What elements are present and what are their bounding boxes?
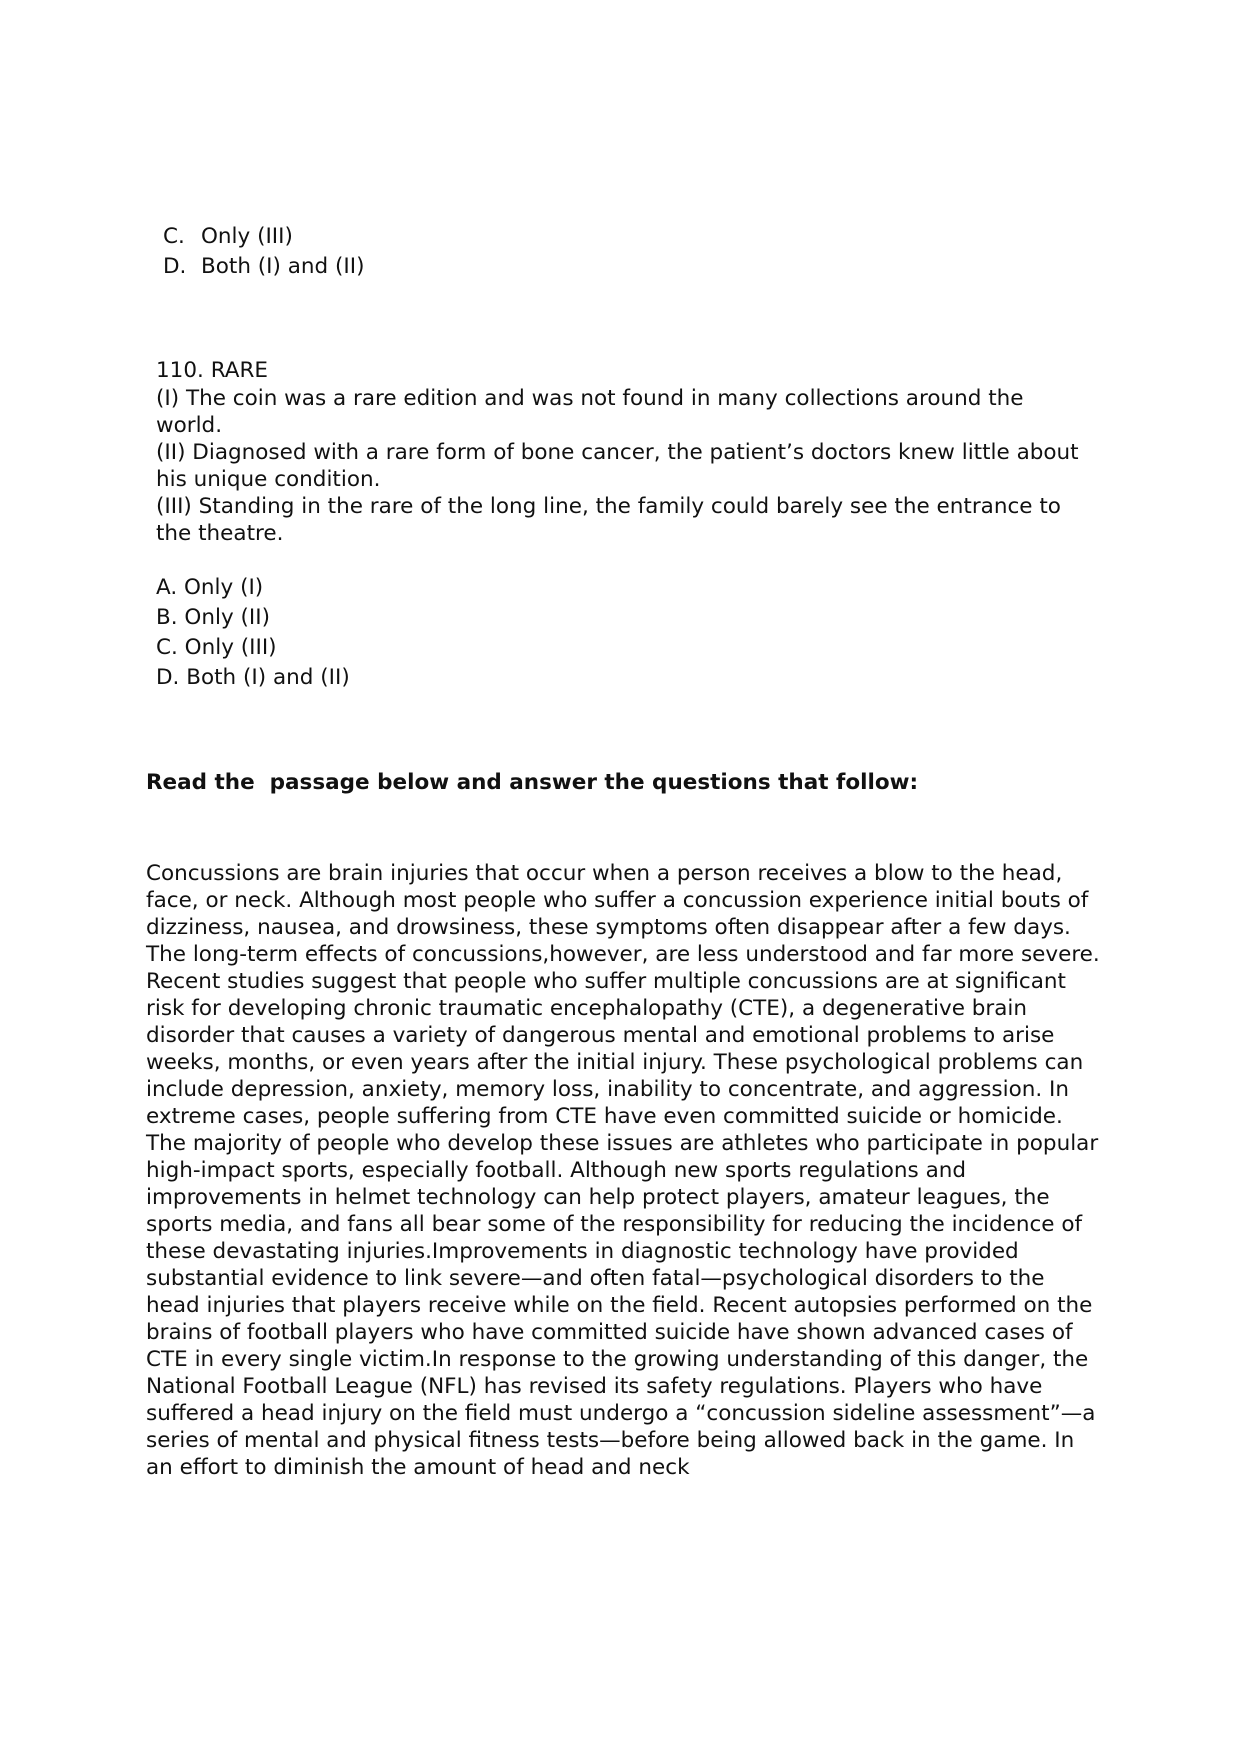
option-b: B. Only (II) [156,605,270,630]
question-110 [156,357,1096,693]
option-letter: D. [163,254,187,279]
previous-question-options [163,222,863,282]
option-c [163,222,863,252]
question-title: 110. RARE [156,358,269,383]
option-text: Both (I) and (II) [201,254,365,279]
statement-iii: (III) Standing in the rare of the long line, the family could barely see the entrance to the theatre. [156,494,1061,546]
statement-ii: (II) Diagnosed with a rare form of bone cancer, the patient’s doctors knew little about his unique condition. [156,440,1079,492]
reading-passage: Concussions are brain injuries that occur when a person receives a blow to the head, face, or neck. Although most people who suffer a concussion experience initial bouts of dizziness, nausea, and drowsiness, these symptoms often disappear after a few days. The long-term effects of concussions,however, are less understood and far more severe. Recent studies suggest that people who suffer multiple concussions are at significant risk for developing chronic traumatic encephalopathy (CTE), a degenerative brain disorder that causes a variety of dangerous mental and emotional problems to arise weeks, months, or even years after the initial injury. These psychological problems can include depression, anxiety, memory loss, inability to concentrate, and aggression. In extreme cases, people suffering from CTE have even committed suicide or homicide. The majority of people who develop these issues are athletes who participate in popular high-impact sports, especially football. Although new sports regulations and improvements in helmet technology can help protect players, amateur leagues, the sports media, and fans all bear some of the responsibility for reducing the incidence of these devastating injuries.Improvements in diagnostic technology have provided substantial evidence to link severe—and often fatal—psychological disorders to the head injuries that players receive while on the field. Recent autopsies performed on the brains of football players who have committed suicide have shown advanced cases of CTE in every single victim.In response to the growing understanding of this danger, the National Football League (NFL) has revised its safety regulations. Players who have suffered a head injury on the field must undergo a “concussion sideline assessment”—a series of mental and physical fitness tests—before being allowed back in the game. In an effort to diminish the amount of head and neck [146,861,1100,1480]
answer-options [156,573,1096,693]
option-d [163,252,863,282]
option-d: D. Both (I) and (II) [156,665,350,690]
option-letter: C. [163,224,185,249]
option-c: C. Only (III) [156,635,277,660]
passage-instruction: Read the passage below and answer the questions that follow: [146,770,919,795]
option-a: A. Only (I) [156,575,264,600]
statement-i: (I) The coin was a rare edition and was not found in many collections around the world. [156,386,1024,438]
option-text: Only (III) [201,224,293,249]
